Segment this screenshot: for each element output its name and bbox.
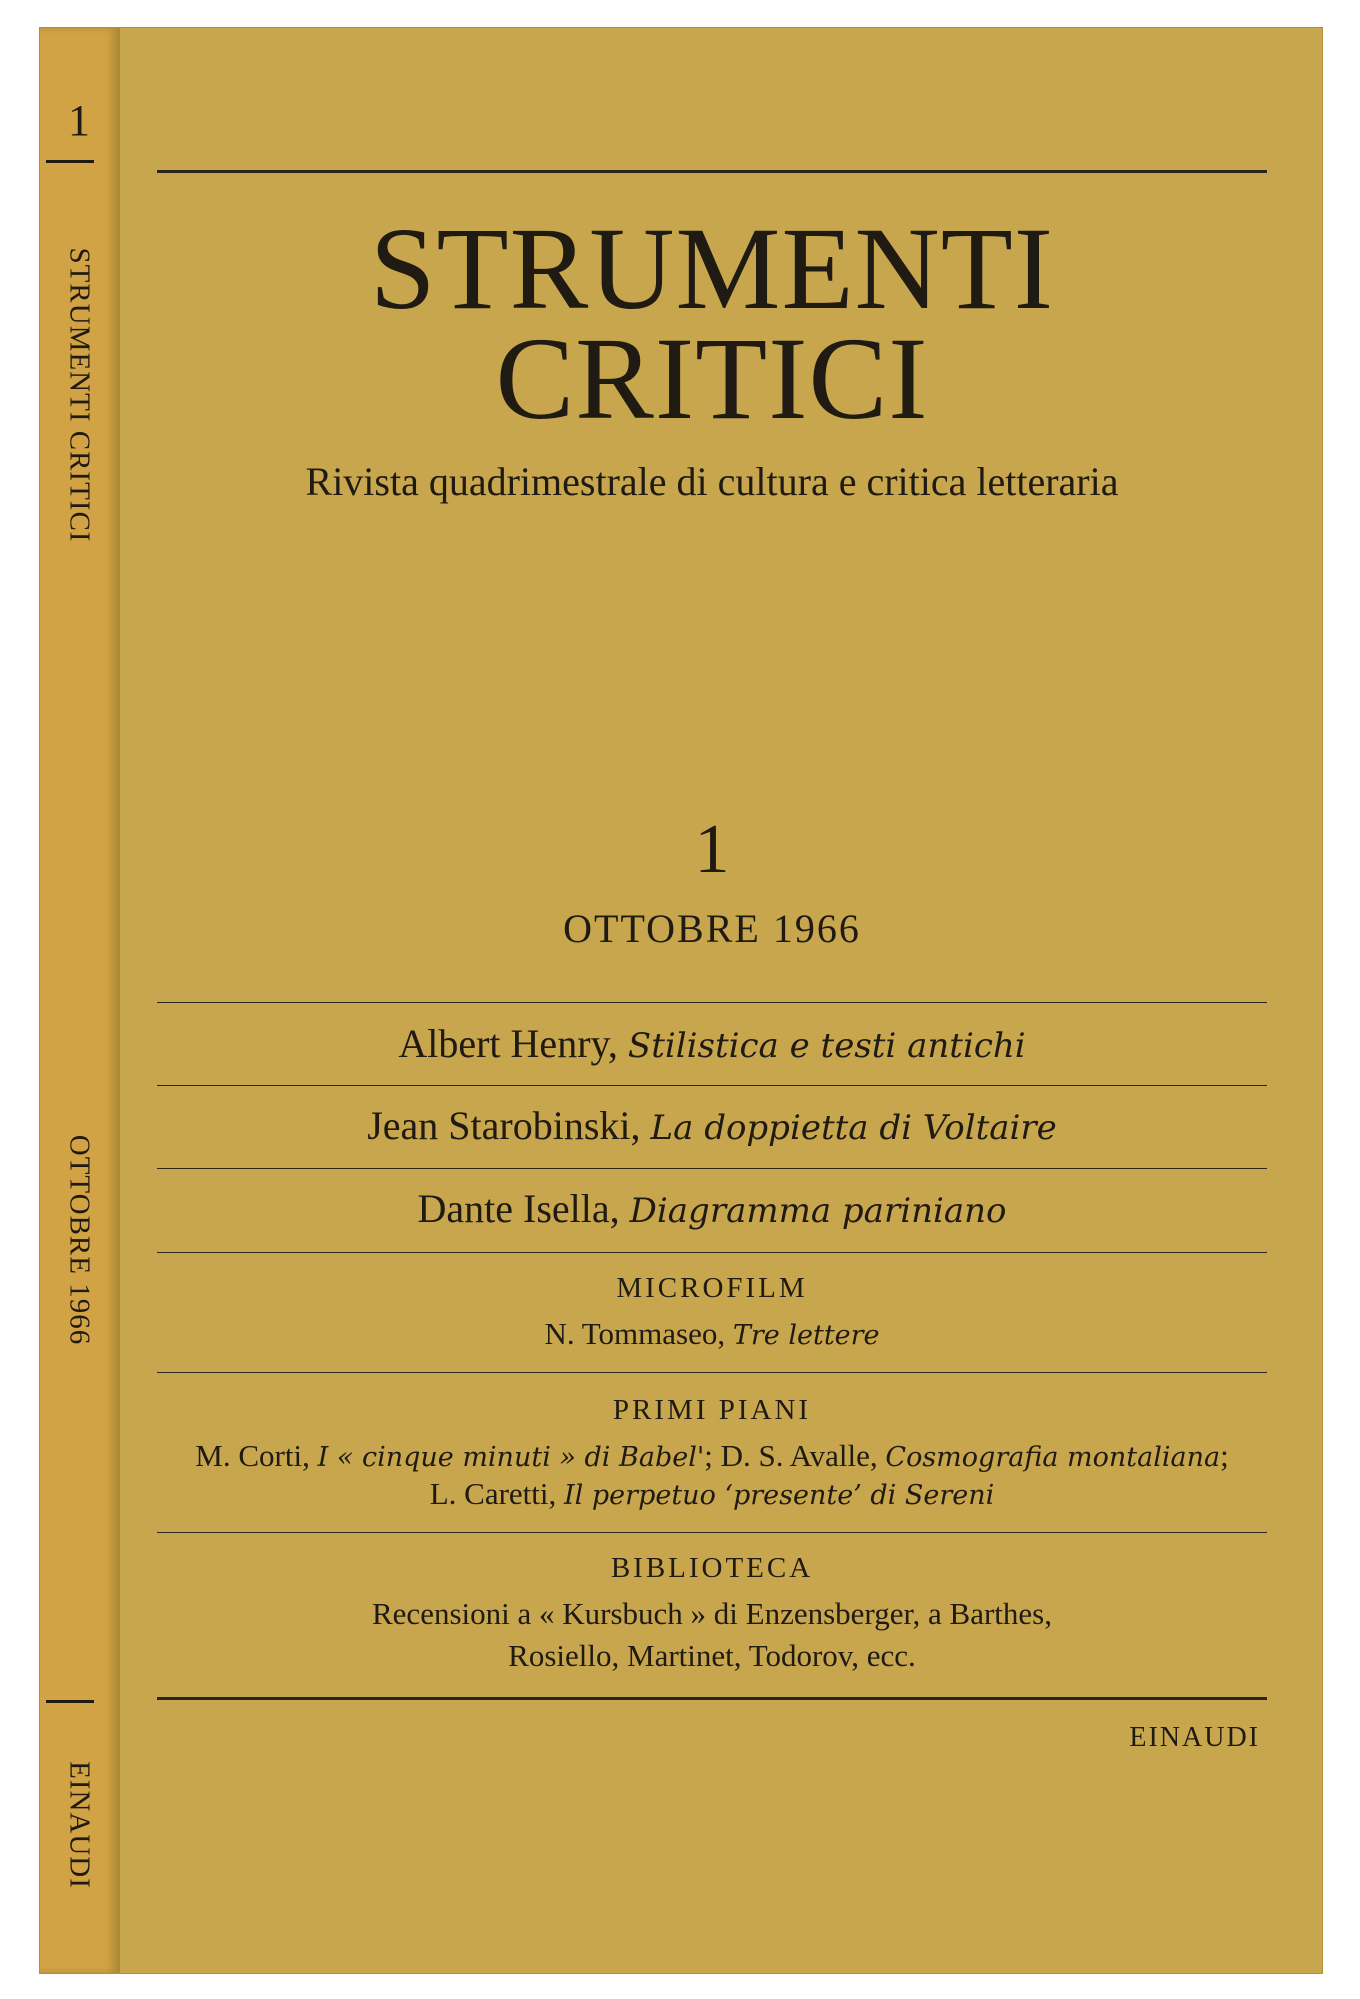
issue-date: OTTOBRE 1966 (563, 906, 861, 951)
article-1-title: Stilistica e testi antichi (627, 1026, 1026, 1066)
article-3-author: Dante Isella, (417, 1186, 620, 1231)
primi-piani-entry3-title: Il perpetuo ‘presente’ di Sereni (564, 1480, 995, 1511)
primi-piani-heading: PRIMI PIANI (612, 1394, 812, 1426)
primi-piani-entry2-title: Cosmografia montaliana (885, 1442, 1221, 1473)
primi-piani-entry2-author: D. S. Avalle, (720, 1438, 878, 1473)
article-2 (157, 1102, 1267, 1149)
spine-rule-top (46, 160, 94, 163)
primi-piani-line-2 (157, 1476, 1267, 1512)
biblioteca-line-2: Rosiello, Martinet, Todorov, ecc. (508, 1638, 916, 1673)
bottom-rule (157, 1697, 1267, 1700)
biblioteca-line-1: Recensioni a « Kursbuch » di Enzensberger, a Barthes, (372, 1596, 1052, 1631)
microfilm-heading: MICROFILM (616, 1272, 808, 1304)
title-line-2: CRITICI (495, 313, 929, 444)
primi-piani-sep-2: ; (1220, 1438, 1229, 1473)
article-2-author: Jean Starobinski, (367, 1103, 641, 1148)
primi-piani-entry1-author: M. Corti, (195, 1438, 310, 1473)
microfilm-entry (157, 1316, 1267, 1352)
article-2-title: La doppietta di Voltaire (650, 1108, 1057, 1148)
primi-piani-entry3-author: L. Caretti, (429, 1476, 557, 1511)
rule-article-1 (157, 1085, 1267, 1086)
rule-microfilm (157, 1372, 1267, 1373)
spine-issue-number: 1 (68, 96, 90, 145)
primi-piani-line-1 (157, 1438, 1267, 1474)
article-1 (157, 1020, 1267, 1067)
rule-article-2 (157, 1168, 1267, 1169)
rule-primi-piani (157, 1532, 1267, 1533)
rule-article-3 (157, 1252, 1267, 1253)
subtitle: Rivista quadrimestrale di cultura e critica letteraria (305, 459, 1119, 504)
spine-date: OTTOBRE 1966 (63, 1134, 96, 1346)
issue-number: 1 (694, 811, 730, 888)
biblioteca-heading: BIBLIOTECA (610, 1552, 814, 1584)
article-1-author: Albert Henry, (398, 1021, 618, 1066)
title-line-1: STRUMENTI (369, 203, 1055, 334)
publisher: EINAUDI (1129, 1722, 1260, 1753)
spine-publisher: EINAUDI (63, 1761, 96, 1889)
top-rule (157, 170, 1267, 173)
primi-piani-sep-1: ; (704, 1438, 713, 1473)
article-3-title: Diagramma pariniano (629, 1191, 1007, 1231)
article-3 (157, 1185, 1267, 1232)
spine-title: STRUMENTI CRITICI (63, 247, 96, 543)
microfilm-author: N. Tommaseo, (544, 1316, 726, 1351)
rule-articles-top (157, 1002, 1267, 1003)
primi-piani-entry1-title: I « cinque minuti » di Babel' (317, 1442, 705, 1473)
microfilm-title: Tre lettere (732, 1320, 880, 1351)
spine-rule-bottom (46, 1700, 94, 1703)
